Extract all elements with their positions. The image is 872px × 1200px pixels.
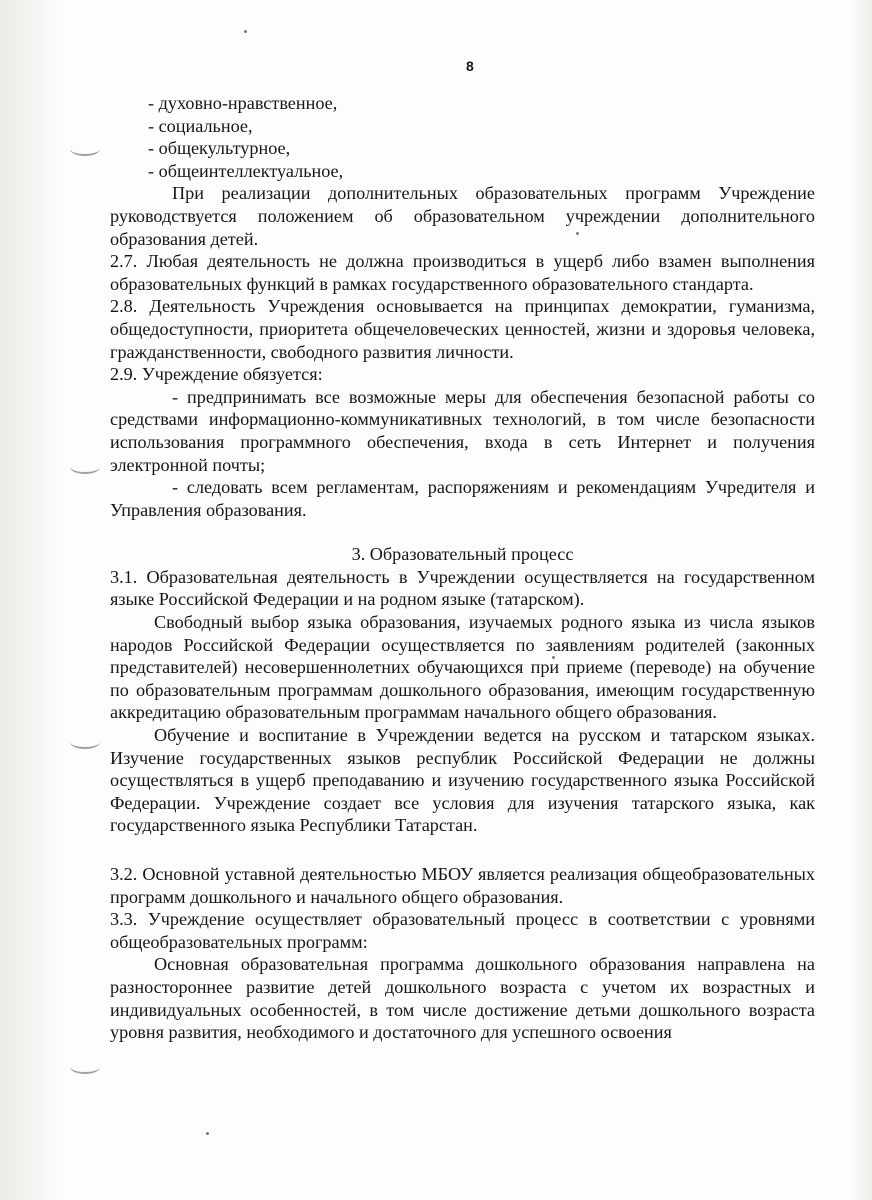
section-3-heading: 3. Образовательный процесс <box>351 544 574 565</box>
scan-speck <box>244 30 247 33</box>
paragraph-2-9-b: - следовать всем регламентам, распоряжениям и рекомендациям Учредителя и Управления образования. <box>110 477 815 520</box>
paragraph-language-choice: Свободный выбор языка образования, изучаемых родного языка из числа языков народов Российской Федерации осуществляется по заявлениям родителей (законных представителей) несовершеннолетних обучающихся при приеме (переводе) на обучение по образовательным программам дошкольного образования, имеющим государственную аккредитацию образовательным программам начального общего образования. <box>110 612 815 723</box>
paragraph-3-2: 3.2. Основной уставной деятельностью МБОУ является реализация общеобразовательных программ дошкольного и начального общего образования. <box>110 864 815 907</box>
binder-hole-mark <box>70 142 100 156</box>
paragraph-2-8: 2.8. Деятельность Учреждения основывается на принципах демократии, гуманизма, общедоступности, приоритета общечеловеческих ценностей, жизни и здоровья человека, гражданственности, свободного развития личности. <box>110 296 815 362</box>
paragraph-2-7: 2.7. Любая деятельность не должна производиться в ущерб либо взамен выполнения образовательных функций в рамках государственного образовательного стандарта. <box>110 251 815 294</box>
page-number: 8 <box>466 58 474 74</box>
paragraph-2-9-a: - предпринимать все возможные меры для обеспечения безопасной работы со средствами информационно-коммуникативных технологий, в том числе безопасности использования программного обеспечения, входа в сеть Интернет и получения электронной почты; <box>110 386 815 475</box>
list-item: - социальное, <box>148 115 253 136</box>
paragraph-2-9: 2.9. Учреждение обязуется: <box>110 364 323 385</box>
list-item: - общекультурное, <box>148 138 291 159</box>
binder-hole-mark <box>70 460 100 474</box>
list-item: - общеинтеллектуальное, <box>148 160 344 181</box>
binder-hole-mark <box>70 1060 100 1074</box>
scan-speck <box>206 1132 209 1135</box>
list-item: - духовно-нравственное, <box>148 93 338 113</box>
paragraph-additional-programs: При реализации дополнительных образовательных программ Учреждение руководствуется положением об образовательном учреждении дополнительного образования детей. <box>110 183 815 249</box>
paragraph-3-3: 3.3. Учреждение осуществляет образовательный процесс в соответствии с уровнями общеобразовательных программ: <box>110 909 815 952</box>
paragraph-3-1: 3.1. Образовательная деятельность в Учреждении осуществляется на государственном языке Российской Федерации и на родном языке (татарском). <box>110 566 815 610</box>
scan-right-edge <box>850 0 872 1200</box>
paragraph-preschool-program: Основная образовательная программа дошкольного образования направлена на разностороннее развитие детей дошкольного возраста с учетом их возрастных и индивидуальных особенностей, в том числе достижение детьми дошкольного возраста уровня развития, необходимого и достаточного для успешного освоения <box>110 954 815 1043</box>
binder-hole-mark <box>70 735 100 749</box>
document-body <box>110 92 815 1044</box>
paragraph-teaching-languages: Обучение и воспитание в Учреждении ведется на русском и татарском языках. Изучение государственных языков республик Российской Федерации не должны осуществляться в ущерб преподаванию и изучению государственного языка Российской Федерации. Учреждение создает все условия для изучения татарского языка, как государственного языка Республики Татарстан. <box>110 725 815 836</box>
scan-left-edge <box>0 0 62 1200</box>
